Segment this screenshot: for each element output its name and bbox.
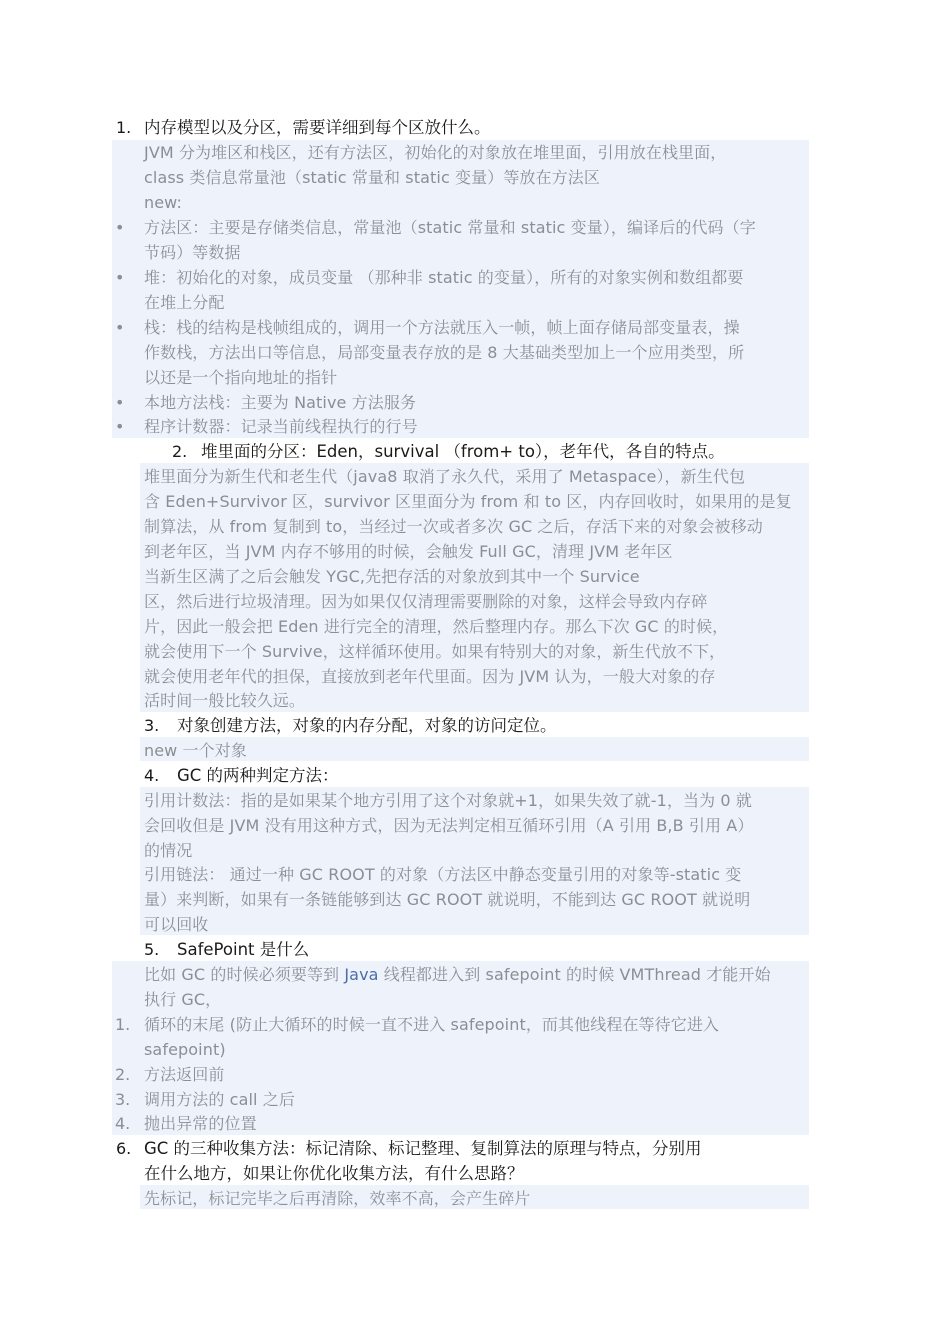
q1-bullet-text: 节码）等数据 — [144, 243, 241, 262]
q4-answer-line: 会回收但是 JVM 没有用这种方式，因为无法判定相互循环引用（A 引用 B,B 引用 A） — [144, 816, 754, 835]
q4-answer-line: 的情况 — [144, 841, 193, 860]
q1-bullet-text: 方法区：主要是存储类信息，常量池（static 常量和 static 变量），编译后的代码（字 — [144, 218, 756, 237]
q5-item-text: 抛出异常的位置 — [144, 1114, 257, 1133]
q3-number: 3. — [144, 716, 160, 735]
q1-bullet-text: 堆：初始化的对象，成员变量 （那种非 static 的变量），所有的对象实例和数组都要 — [144, 268, 744, 287]
q5-intro-line: 执行 GC， — [144, 990, 222, 1009]
q4-answer-line: 可以回收 — [144, 915, 209, 934]
q4-answer-line: 引用链法： 通过一种 GC ROOT 的对象（方法区中静态变量引用的对象等-static 变 — [144, 865, 742, 884]
q5-item-number: 4. — [115, 1114, 131, 1133]
q4-answer-line: 引用计数法：指的是如果某个地方引用了这个对象就+1，如果失效了就-1，当为 0 就 — [144, 791, 752, 810]
q5-item-text: 调用方法的 call 之后 — [144, 1090, 295, 1109]
q2-answer-line: 含 Eden+Survivor 区，survivor 区里面分为 from 和 to 区，内存回收时，如果用的是复 — [144, 492, 792, 511]
q4-answer-line: 量）来判断，如果有一条链能够到达 GC ROOT 就说明，不能到达 GC ROOT 就说明 — [144, 890, 751, 909]
q1-intro-line: JVM 分为堆区和栈区，还有方法区，初始化的对象放在堆里面，引用放在栈里面， — [144, 143, 727, 162]
q1-bullet-text: 在堆上分配 — [144, 293, 225, 312]
q5-intro-line — [144, 962, 771, 987]
q3-title: 对象创建方法，对象的内存分配，对象的访问定位。 — [177, 716, 557, 735]
q6-title-line: 在什么地方，如果让你优化收集方法，有什么思路？ — [144, 1164, 524, 1183]
q5-item-text: 方法返回前 — [144, 1065, 225, 1084]
q5-item-text: 循环的末尾 (防止大循环的时候一直不进入 safepoint，而其他线程在等待它进入 — [144, 1015, 720, 1034]
q5-number: 5. — [144, 940, 160, 959]
q1-intro-line: new: — [144, 193, 182, 212]
q5-item-number: 1. — [115, 1015, 131, 1034]
q2-answer-line: 堆里面分为新生代和老生代（java8 取消了永久代，采用了 Metaspace），新生代包 — [144, 467, 746, 486]
q5-item-number: 2. — [115, 1065, 131, 1084]
q4-number: 4. — [144, 766, 160, 785]
q3-answer-line: new 一个对象 — [144, 741, 247, 760]
bullet-icon: • — [115, 318, 125, 337]
q2-title: 堆里面的分区：Eden，survival （from+ to），老年代，各自的特点。 — [201, 442, 725, 461]
q2-answer-line: 当新生区满了之后会触发 YGC,先把存活的对象放到其中一个 Survice — [144, 567, 640, 586]
q5-intro-post: 线程都进入到 safepoint 的时候 VMThread 才能开始 — [378, 965, 771, 984]
q2-answer-line: 就会使用下一个 Survive，这样循环使用。如果有特别大的对象，新生代放不下， — [144, 642, 726, 661]
q1-bullet-text: 程序计数器：记录当前线程执行的行号 — [144, 417, 418, 436]
java-link[interactable]: Java — [344, 965, 379, 984]
q1-title: 内存模型以及分区，需要详细到每个区放什么。 — [144, 118, 491, 137]
q6-number: 6. — [116, 1139, 132, 1158]
q2-answer-line: 片，因此一般会把 Eden 进行完全的清理，然后整理内存。那么下次 GC 的时候， — [144, 617, 729, 636]
bullet-icon: • — [115, 268, 125, 287]
q1-number: 1. — [116, 118, 132, 137]
q5-item-number: 3. — [115, 1090, 131, 1109]
q1-intro-line: class 类信息常量池（static 常量和 static 变量）等放在方法区 — [144, 168, 600, 187]
q2-answer-line: 区，然后进行垃圾清理。因为如果仅仅清理需要删除的对象，这样会导致内存碎 — [144, 592, 708, 611]
q1-bullet-text: 本地方法栈：主要为 Native 方法服务 — [144, 393, 417, 412]
q6-title-line: GC 的三种收集方法：标记清除、标记整理、复制算法的原理与特点，分别用 — [144, 1139, 702, 1158]
bullet-icon: • — [115, 417, 125, 436]
q4-title: GC 的两种判定方法： — [177, 766, 339, 785]
q2-number: 2. — [172, 442, 188, 461]
bullet-icon: • — [115, 218, 125, 237]
q2-answer-line: 制算法，从 from 复制到 to，当经过一次或者多次 GC 之后，存活下来的对象会被移动 — [144, 517, 763, 536]
q2-answer-line: 就会使用老年代的担保，直接放到老年代里面。因为 JVM 认为，一般大对象的存 — [144, 667, 716, 686]
q1-bullet-text: 栈：栈的结构是栈帧组成的，调用一个方法就压入一帧，帧上面存储局部变量表，操 — [144, 318, 740, 337]
q1-bullet-text: 以还是一个指向地址的指针 — [144, 368, 338, 387]
q1-bullet-text: 作数栈，方法出口等信息，局部变量表存放的是 8 大基础类型加上一个应用类型，所 — [144, 343, 745, 362]
q5-title: SafePoint 是什么 — [177, 940, 310, 959]
q5-intro-pre: 比如 GC 的时候必须要等到 — [144, 965, 345, 984]
q2-answer-line: 到老年区，当 JVM 内存不够用的时候，会触发 Full GC，清理 JVM 老年区 — [144, 542, 673, 561]
q2-answer-line: 活时间一般比较久远。 — [144, 691, 306, 710]
q5-item-text: safepoint) — [144, 1040, 226, 1059]
bullet-icon: • — [115, 393, 125, 412]
q6-answer-line: 先标记，标记完毕之后再清除，效率不高，会产生碎片 — [144, 1189, 531, 1208]
